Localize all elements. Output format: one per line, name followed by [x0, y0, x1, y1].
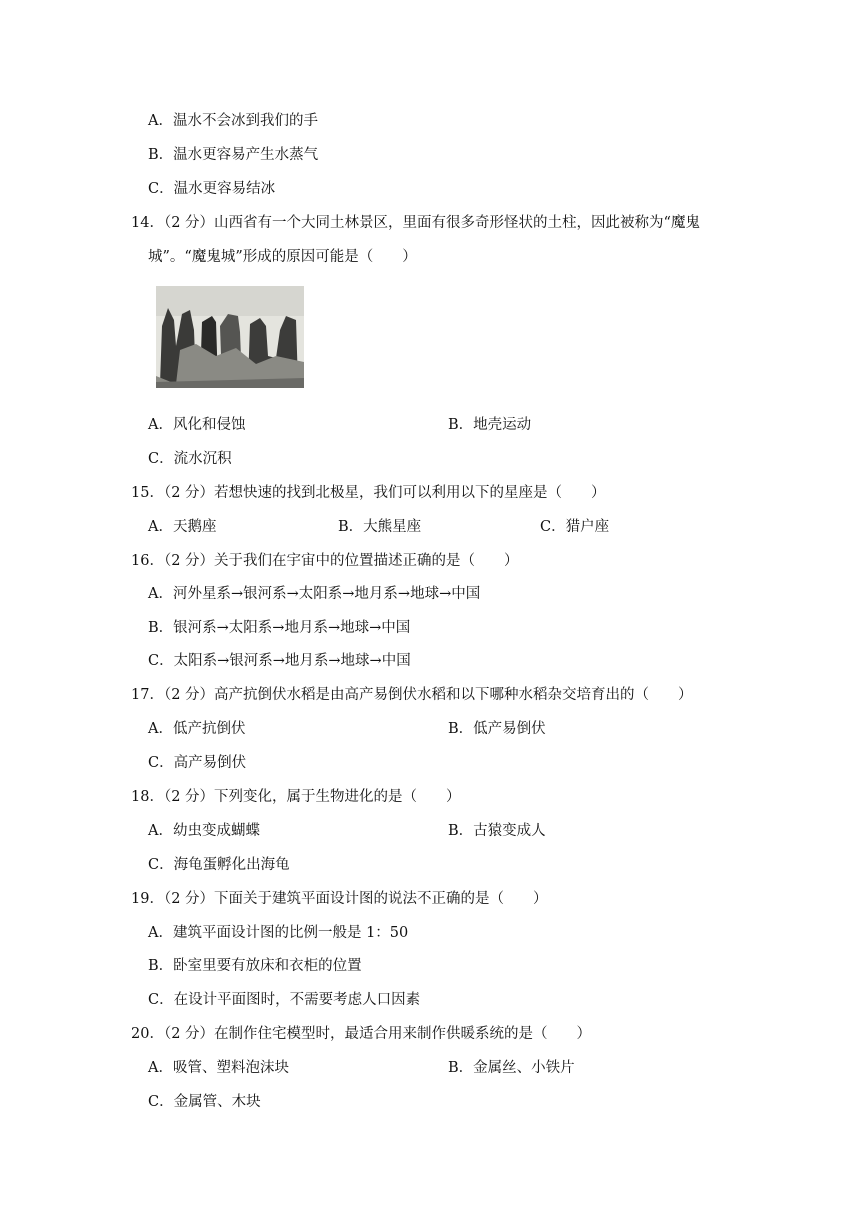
q17-option-c: C．高产易倒伏: [148, 755, 247, 771]
q19-option-b: B．卧室里要有放床和衣柜的位置: [148, 958, 362, 974]
q17-option-b: B．低产易倒伏: [448, 721, 546, 737]
q18-option-a: A．幼虫变成蝴蝶: [148, 823, 260, 839]
q14-option-a: A．风化和侵蚀: [148, 417, 246, 433]
q16-stem: 16．（2 分）关于我们在宇宙中的位置描述正确的是（ ）: [131, 553, 519, 569]
q18-stem: 18．（2 分）下列变化，属于生物进化的是（ ）: [131, 789, 461, 805]
q15-option-c: C．猎户座: [540, 519, 610, 535]
q16-option-b: B．银河系→太阳系→地月系→地球→中国: [148, 620, 411, 636]
q18-option-b: B．古猿变成人: [448, 823, 546, 839]
q19-option-a: A．建筑平面设计图的比例一般是 1：50: [148, 925, 409, 941]
q19-stem: 19．（2 分）下面关于建筑平面设计图的说法不正确的是（ ）: [131, 891, 548, 907]
q18-option-c: C．海龟蛋孵化出海龟: [148, 857, 290, 873]
q17-stem: 17．（2 分）高产抗倒伏水稻是由高产易倒伏水稻和以下哪种水稻杂交培育出的（ ）: [131, 687, 693, 703]
q13-option-a: A．温水不会冰到我们的手: [148, 113, 318, 129]
q20-option-c: C．金属管、木块: [148, 1094, 261, 1110]
q13-option-c: C．温水更容易结冰: [148, 181, 276, 197]
q17-option-a: A．低产抗倒伏: [148, 721, 246, 737]
devil-city-earth-pillars-photo: [156, 286, 304, 388]
q16-option-c: C．太阳系→银河系→地月系→地球→中国: [148, 653, 411, 669]
q20-option-b: B．金属丝、小铁片: [448, 1060, 575, 1076]
q14-stem-line2: 城”。“魔鬼城”形成的原因可能是（ ）: [148, 249, 417, 265]
q16-option-a: A．河外星系→银河系→太阳系→地月系→地球→中国: [148, 586, 481, 602]
q14-option-c: C．流水沉积: [148, 451, 232, 467]
q13-option-b: B．温水更容易产生水蒸气: [148, 147, 319, 163]
q14-stem-line1: 14．（2 分）山西省有一个大同土林景区，里面有很多奇形怪状的土柱，因此被称为“魔鬼: [131, 215, 700, 231]
q15-stem: 15．（2 分）若想快速的找到北极星，我们可以利用以下的星座是（ ）: [131, 485, 606, 501]
q15-option-b: B．大熊星座: [338, 519, 422, 535]
q15-option-a: A．天鹅座: [148, 519, 217, 535]
q14-option-b: B．地壳运动: [448, 417, 532, 433]
q20-stem: 20．（2 分）在制作住宅模型时，最适合用来制作供暖系统的是（ ）: [131, 1026, 592, 1042]
q19-option-c: C．在设计平面图时，不需要考虑人口因素: [148, 992, 421, 1008]
q20-option-a: A．吸管、塑料泡沫块: [148, 1060, 289, 1076]
